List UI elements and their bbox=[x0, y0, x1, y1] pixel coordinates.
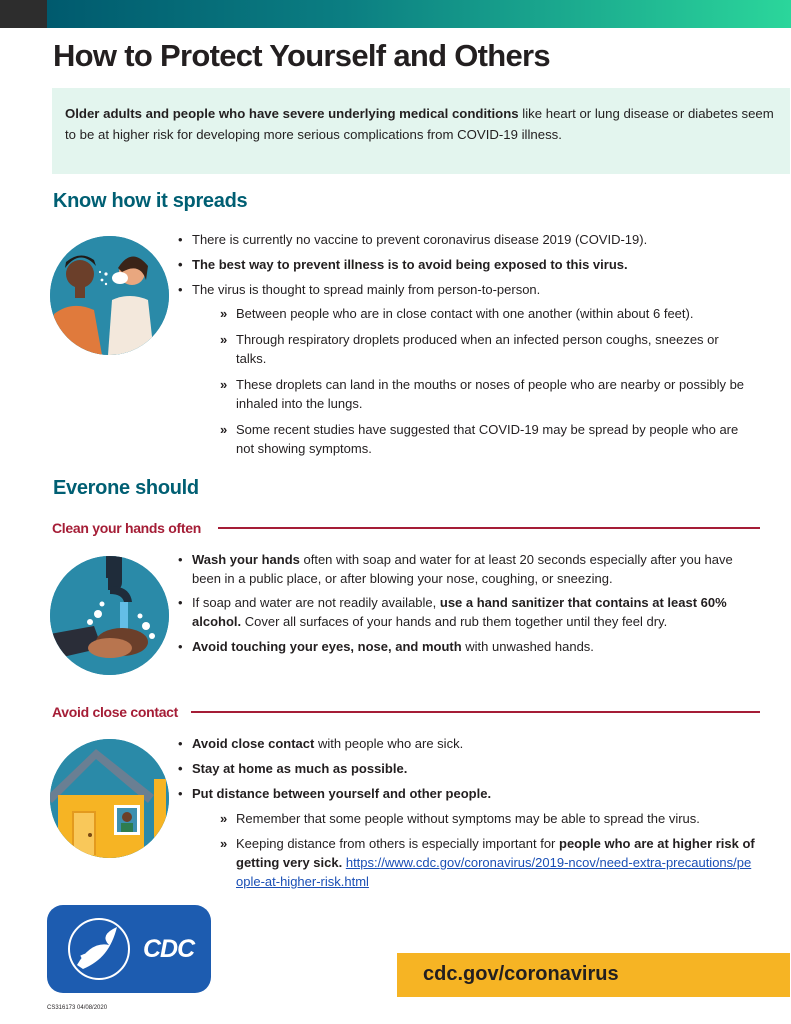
section-heading-spreads: Know how it spreads bbox=[53, 190, 248, 212]
subheading-clean-hands: Clean your hands often bbox=[52, 520, 201, 536]
list-item-text: Cover all surfaces of your hands and rub them together until they feel dry. bbox=[241, 614, 668, 629]
sub-list-item: » Some recent studies have suggested that COVID-19 may be spread by people who are not showing symptoms. bbox=[220, 420, 750, 458]
list-item-text: If soap and water are not readily available, bbox=[192, 595, 440, 610]
list-item-bold: Avoid close contact bbox=[192, 736, 315, 751]
section-heading-everyone: Everone should bbox=[53, 477, 199, 499]
contact-sublist bbox=[192, 809, 758, 891]
spread-sublist bbox=[192, 304, 750, 458]
list-item-text: with unwashed hands. bbox=[461, 639, 594, 654]
top-gradient-bar bbox=[47, 0, 791, 28]
list-item-bold: use a hand sanitizer that contains at least 60% alcohol. bbox=[192, 595, 727, 629]
footer-bar bbox=[397, 953, 790, 997]
intro-text: like heart or lung disease or diabetes seem to be at higher risk for developing more serious complications from COVID-19 illness. bbox=[65, 106, 774, 142]
section-divider bbox=[218, 527, 760, 529]
list-item bbox=[178, 734, 758, 753]
subheading-avoid-contact: Avoid close contact bbox=[52, 704, 179, 720]
cdc-logo-text: CDC bbox=[143, 935, 195, 963]
sneezing-people-illustration bbox=[50, 236, 169, 355]
higher-risk-link[interactable]: https://www.cdc.gov/coronavirus/2019-ncov/need-extra-precautions/people-at-higher-risk.html bbox=[236, 855, 752, 889]
list-item: • The best way to prevent illness is to avoid being exposed to this virus. bbox=[178, 255, 750, 274]
list-item bbox=[178, 637, 758, 656]
document-code: CS316173 04/08/2020 bbox=[47, 1005, 108, 1011]
list-item-text: with people who are sick. bbox=[314, 736, 464, 751]
list-item bbox=[178, 593, 758, 631]
list-item-bold: Wash your hands bbox=[192, 552, 300, 567]
sub-list-item: » Between people who are in close contact with one another (within about 6 feet). bbox=[220, 304, 750, 323]
sub-list-item bbox=[220, 834, 758, 891]
house-illustration bbox=[50, 739, 169, 858]
list-item-text: often with soap and water for at least 20 seconds especially after you have been in a public place, or after blowing your nose, coughing, or sneezing. bbox=[192, 552, 733, 586]
handwashing-illustration bbox=[50, 556, 169, 675]
list-item-bold: Put distance between yourself and other people. bbox=[192, 786, 492, 801]
list-item: • There is currently no vaccine to prevent coronavirus disease 2019 (COVID-19). bbox=[178, 230, 750, 249]
intro-bold-text: Older adults and people who have severe underlying medical conditions bbox=[65, 106, 519, 121]
list-item-bold: Avoid touching your eyes, nose, and mouth bbox=[192, 639, 462, 654]
list-item bbox=[178, 550, 758, 588]
hands-list bbox=[178, 550, 758, 656]
list-item-text: The virus is thought to spread mainly from person-to-person. bbox=[192, 282, 541, 297]
footer-url[interactable]: cdc.gov/coronavirus bbox=[423, 963, 619, 985]
contact-list bbox=[178, 734, 758, 891]
list-item bbox=[178, 784, 758, 891]
intro-callout bbox=[52, 88, 790, 174]
section-divider bbox=[191, 711, 760, 713]
sub-list-item: » Remember that some people without symptoms may be able to spread the virus. bbox=[220, 809, 758, 828]
cdc-logo bbox=[47, 905, 211, 993]
list-item: • Stay at home as much as possible. bbox=[178, 759, 758, 778]
sub-list-item-text: Keeping distance from others is especially important for bbox=[236, 836, 559, 851]
spread-list bbox=[178, 230, 750, 463]
top-bar-dark-block bbox=[0, 0, 47, 28]
sub-list-item: » These droplets can land in the mouths or noses of people who are nearby or possibly be inhaled into the lungs. bbox=[220, 375, 750, 413]
sub-list-item-bold: people who are at higher risk of getting very sick. bbox=[236, 836, 755, 870]
list-item bbox=[178, 280, 750, 458]
sub-list-item: » Through respiratory droplets produced when an infected person coughs, sneezes or talks. bbox=[220, 330, 750, 368]
page-title: How to Protect Yourself and Others bbox=[53, 38, 550, 73]
